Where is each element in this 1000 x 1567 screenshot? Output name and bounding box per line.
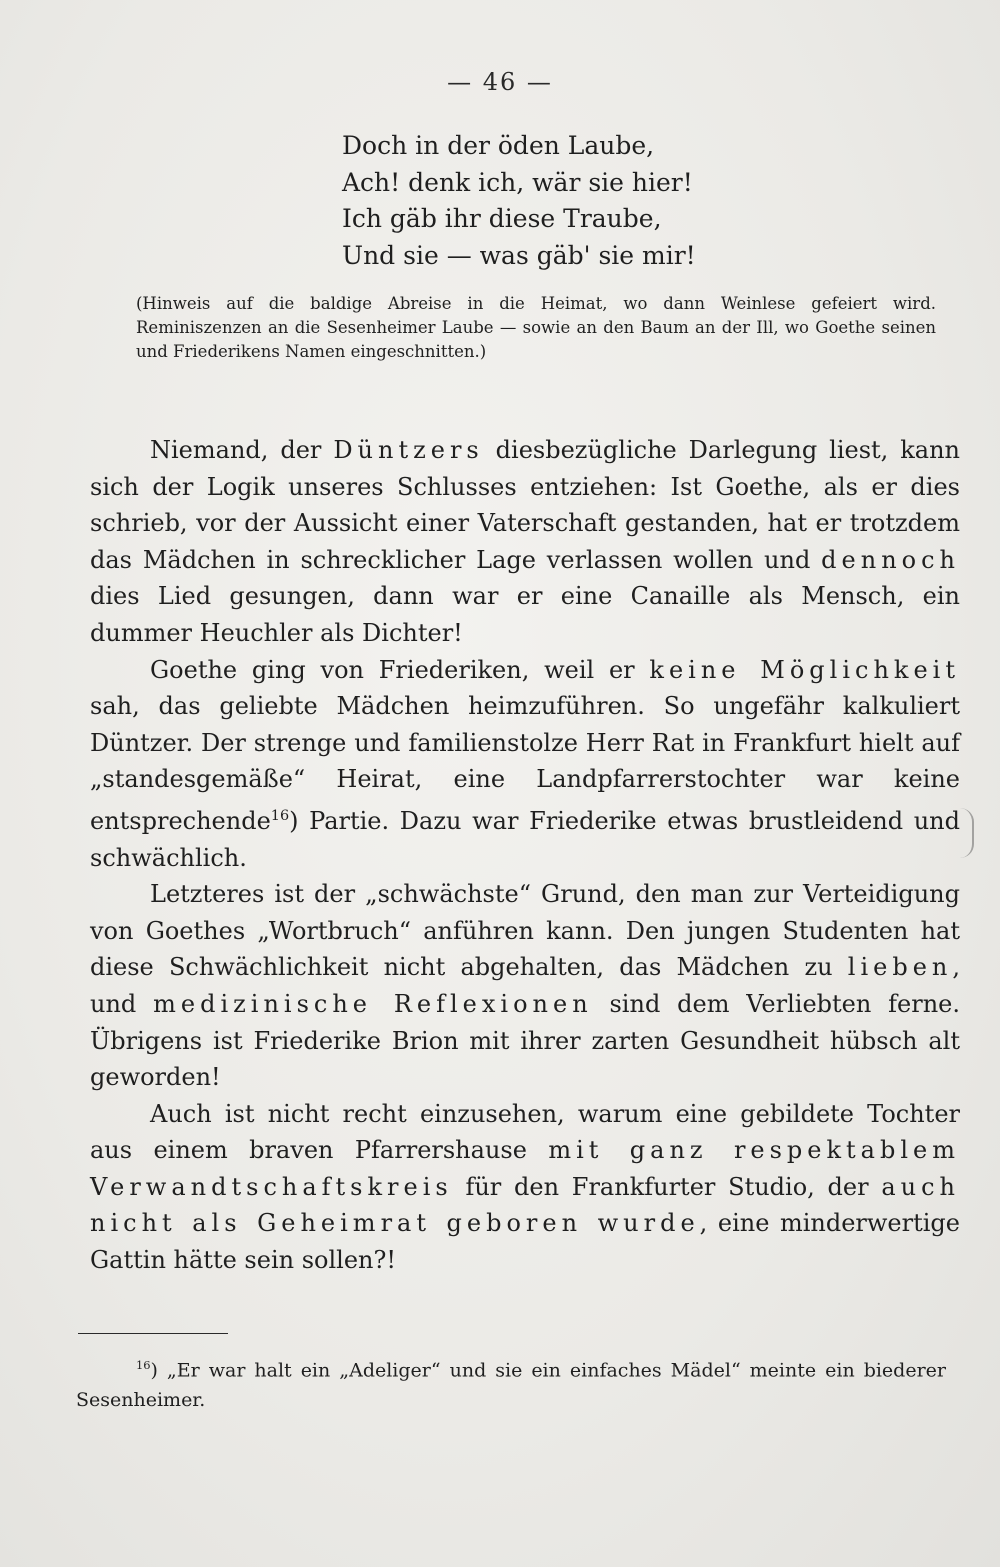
text-run: , eine minderwertige Gattin hätte sein sollen?! [90,1209,960,1275]
text-run: sah, das geliebte Mädchen heimzuführen. So ungefähr kalkuliert Düntzer. Der strenge und familienstolze Herr Rat in Frankfurt hielt auf „standesgemäße“ Heirat, eine Landpfarrerstochter war keine entsprechende [90,692,960,835]
paragraph [90,1096,960,1279]
text-run: diesbezügliche Darlegung liest, kann sich der Logik unseres Schlusses entziehen: Ist Goethe, als er dies schrieb, vor der Aussicht einer Vaterschaft gestanden, hat er trotzdem das Mädchen in schrecklicher Lage verlassen wollen und [90,436,960,574]
footnote-separator [78,1333,228,1334]
footnote-ref: 16 [270,807,290,824]
editorial-note: (Hinweis auf die baldige Abreise in die Heimat, wo dann Weinlese gefeiert wird. Reminiszenzen an die Sesenheimer Laube — sowie an den Baum an der Ill, wo Goethe seinen und Friederikens Namen eingeschnitten.) [136,294,936,361]
spaced-word: lieben [847,953,953,982]
spaced-phrase: keine Möglichkeit [649,655,960,684]
poem-line: Ach! denk ich, wär sie hier! [342,167,693,197]
text-run: Goethe ging von Friederiken, weil er [150,655,650,684]
poem-stanza [342,128,782,274]
footnote [76,1350,946,1415]
text-run: Letzteres ist der „schwächste“ Grund, den man zur Verteidigung von Goethes „Wortbruch“ anführen kann. Den jungen Studenten hat diese Schwächlichkeit nicht abgehalten, das Mädchen zu [90,880,960,982]
footnote-text: ) „Er war halt ein „Adeliger“ und sie ein einfaches Mädel“ meinte ein biederer Sesenheimer. [76,1359,946,1412]
spaced-name: Düntzers [333,436,484,464]
poem-line: Ich gäb ihr diese Traube, [342,204,662,233]
spaced-word: dennoch [821,545,960,574]
paragraph [90,876,960,1096]
text-run: ) Partie. Dazu war Friederike etwas brustleidend und schwächlich. [90,806,960,872]
page-number: — 46 — [447,68,553,96]
main-text [90,432,960,1279]
spaced-phrase: mit ganz respektablem Verwandtschaftskreis [90,1136,960,1201]
text-run: dies Lied gesungen, dann war er eine Canaille als Mensch, ein dummer Heuchler als Dichter! [90,582,960,647]
paragraph [90,652,960,877]
text-run: Auch ist nicht recht einzusehen, warum eine gebildete Tochter aus einem braven Pfarrershause [90,1099,960,1165]
paragraph [90,432,960,652]
margin-bracket-mark [958,808,974,858]
text-run: , und [90,953,960,1018]
poem-line: Und sie — was gäb' sie mir! [342,240,696,270]
spaced-phrase: auch nicht als Geheimrat geboren wurde [90,1172,960,1238]
poem-line: Doch in der öden Laube, [342,131,655,160]
text-run: Niemand, der [150,436,334,464]
text-run: sind dem Verliebten ferne. Übrigens ist Friederike Brion mit ihrer zarten Gesundheit hübsch alt geworden! [90,989,961,1092]
footnote-number: 16 [136,1358,151,1372]
spaced-phrase: medizinische Reflexionen [153,989,593,1018]
text-run: für den Frankfurter Studio, der [452,1172,882,1201]
